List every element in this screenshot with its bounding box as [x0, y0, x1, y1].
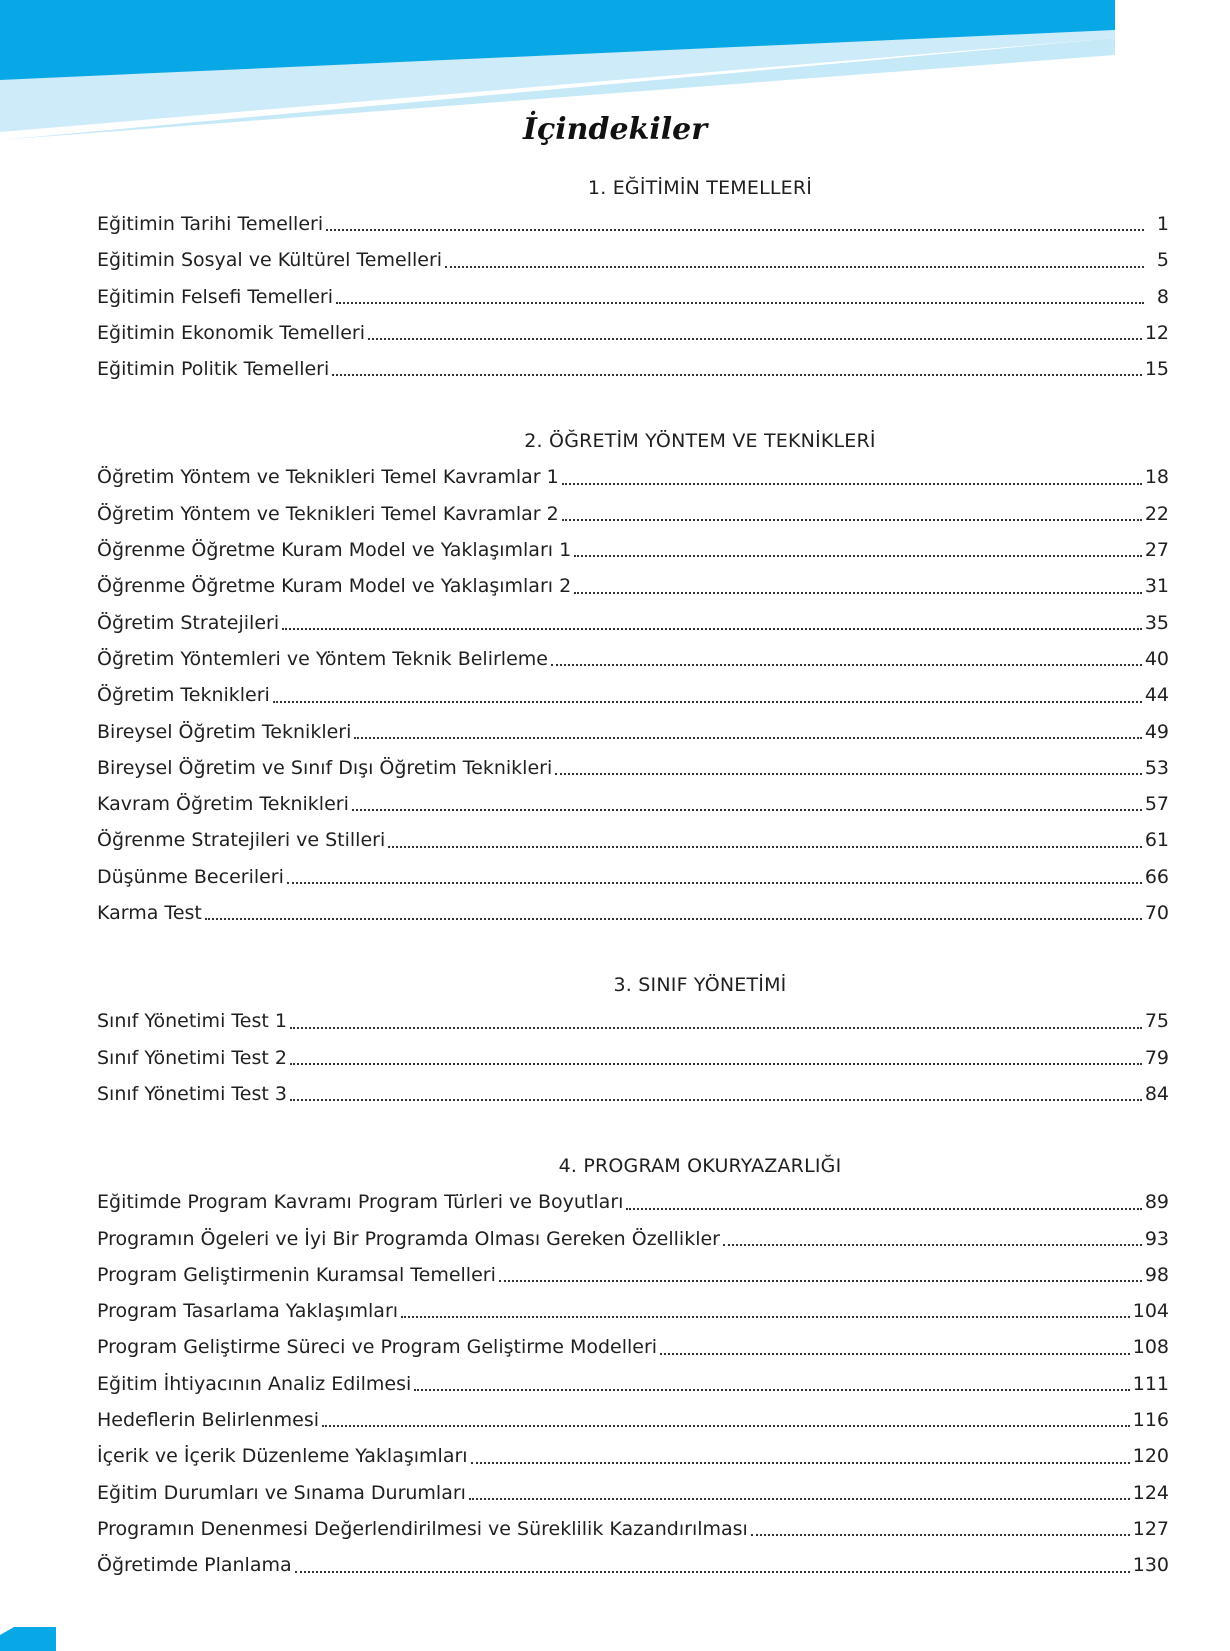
dot-leader [562, 518, 1142, 521]
toc-entry-label: Bireysel Öğretim Teknikleri [97, 720, 352, 743]
dot-leader [282, 627, 1142, 630]
toc-entry-page: 70 [1144, 902, 1169, 925]
toc-entry-page: 8 [1156, 285, 1169, 308]
toc-entry-page: 89 [1144, 1191, 1169, 1214]
toc-entry-label: Eğitimin Felsefi Temelleri [97, 285, 333, 308]
toc-entry[interactable] [97, 351, 1169, 387]
dot-leader [332, 373, 1142, 376]
dot-leader [352, 808, 1142, 811]
toc-entry-page: 84 [1144, 1082, 1169, 1105]
toc-entry[interactable] [97, 532, 1169, 568]
section-heading: 4. PROGRAM OKURYAZARLIĞI [558, 1155, 842, 1178]
toc-entry-label: Eğitim Durumları ve Sınama Durumları [97, 1481, 466, 1504]
dot-leader [660, 1352, 1130, 1355]
toc-entry[interactable] [97, 750, 1169, 786]
dot-leader [388, 845, 1142, 848]
toc-entry-label: Hedeflerin Belirlenmesi [97, 1409, 320, 1432]
dot-leader [574, 554, 1142, 557]
toc-entry-page: 111 [1132, 1372, 1169, 1395]
corner-tab [0, 1627, 60, 1651]
dot-leader [287, 881, 1142, 884]
toc-entry-label: İçerik ve İçerik Düzenleme Yaklaşımları [97, 1445, 468, 1468]
toc-entry-page: 116 [1132, 1409, 1169, 1432]
section-heading: 1. EĞİTİMİN TEMELLERİ [587, 177, 813, 199]
toc-section [97, 170, 1169, 387]
toc-entry[interactable] [97, 1402, 1169, 1438]
toc-entry[interactable] [97, 822, 1169, 858]
toc-entry[interactable] [97, 605, 1169, 641]
toc-entry-label: Öğrenme Öğretme Kuram Model ve Yaklaşımları 2 [97, 575, 572, 598]
toc-entry-label: Eğitimde Program Kavramı Program Türleri ve Boyutları [97, 1191, 624, 1214]
dot-leader [626, 1207, 1141, 1210]
dot-leader [445, 265, 1144, 268]
dot-leader [290, 1026, 1142, 1029]
toc-entry-label: Sınıf Yönetimi Test 1 [97, 1010, 287, 1033]
toc-entry-page: 66 [1144, 865, 1169, 888]
dot-leader [273, 700, 1142, 703]
toc-entry-label: Programın Ögeleri ve İyi Bir Programda Olması Gereken Özellikler [97, 1227, 720, 1250]
toc-entry[interactable] [97, 1366, 1169, 1402]
toc-entry-page: 40 [1144, 647, 1169, 670]
toc-entry[interactable] [97, 1475, 1169, 1511]
toc-entry-label: Öğrenme Stratejileri ve Stilleri [97, 829, 386, 852]
dot-leader [322, 1424, 1130, 1427]
toc-section [97, 967, 1169, 1112]
toc-entry[interactable] [97, 859, 1169, 895]
dot-leader [551, 663, 1142, 666]
toc-entry-label: Eğitim İhtiyacının Analiz Edilmesi [97, 1372, 412, 1395]
toc-entry[interactable] [97, 1221, 1169, 1257]
toc-entry-page: 108 [1132, 1336, 1169, 1359]
toc-entry-page: 98 [1144, 1263, 1169, 1286]
toc-section [97, 1148, 1169, 1583]
toc-entry[interactable] [97, 677, 1169, 713]
toc-entry[interactable] [97, 714, 1169, 750]
toc-entry-page: 75 [1144, 1010, 1169, 1033]
toc-entry[interactable] [97, 496, 1169, 532]
dot-leader [326, 228, 1144, 231]
toc-entry[interactable] [97, 568, 1169, 604]
dot-leader [469, 1497, 1130, 1500]
toc-entry-label: Öğretim Yöntem ve Teknikleri Temel Kavramlar 2 [97, 502, 559, 525]
toc-entry[interactable] [97, 641, 1169, 677]
toc-entry[interactable] [97, 895, 1169, 931]
toc-entry[interactable] [97, 786, 1169, 822]
toc-entry[interactable] [97, 1003, 1169, 1039]
toc-entry-label: Düşünme Becerileri [97, 865, 284, 888]
dot-leader [401, 1315, 1130, 1318]
toc-entry-label: Program Geliştirme Süreci ve Program Geliştirme Modelleri [97, 1336, 658, 1359]
dot-leader [471, 1461, 1130, 1464]
toc-entry-label: Kavram Öğretim Teknikleri [97, 793, 349, 816]
toc-entry-label: Programın Denenmesi Değerlendirilmesi ve Süreklilik Kazandırılması [97, 1517, 748, 1540]
toc-entry-page: 104 [1132, 1300, 1169, 1323]
dot-leader [751, 1533, 1130, 1536]
toc-entry-label: Program Geliştirmenin Kuramsal Temelleri [97, 1263, 496, 1286]
toc-entry-page: 35 [1144, 611, 1169, 634]
toc-entry[interactable] [97, 1040, 1169, 1076]
toc-entry[interactable] [97, 1511, 1169, 1547]
dot-leader [555, 772, 1142, 775]
toc-entry[interactable] [97, 1547, 1169, 1583]
toc-entry-page: 12 [1144, 321, 1169, 344]
dot-leader [295, 1570, 1130, 1573]
toc-entry-label: Öğrenme Öğretme Kuram Model ve Yaklaşımları 1 [97, 539, 572, 562]
toc-entry-page: 120 [1132, 1445, 1169, 1468]
section-heading: 3. SINIF YÖNETİMİ [613, 974, 787, 997]
table-of-contents [97, 170, 1169, 1620]
dot-leader [205, 917, 1142, 920]
toc-entry[interactable] [97, 1257, 1169, 1293]
toc-entry-label: Bireysel Öğretim ve Sınıf Dışı Öğretim Teknikleri [97, 756, 553, 779]
toc-entry-label: Eğitimin Ekonomik Temelleri [97, 321, 365, 344]
toc-entry-page: 127 [1132, 1517, 1169, 1540]
dot-leader [336, 301, 1144, 304]
toc-entry-page: 53 [1144, 756, 1169, 779]
toc-entry-label: Öğretimde Planlama [97, 1554, 292, 1577]
toc-entry-label: Eğitimin Tarihi Temelleri [97, 213, 324, 235]
toc-entry-page: 5 [1156, 249, 1169, 272]
dot-leader [574, 591, 1142, 594]
toc-entry-page: 1 [1156, 213, 1169, 235]
toc-entry-page: 93 [1144, 1227, 1169, 1250]
toc-entry-label: Sınıf Yönetimi Test 3 [97, 1082, 287, 1105]
toc-entry-label: Program Tasarlama Yaklaşımları [97, 1300, 399, 1323]
toc-entry[interactable] [97, 279, 1169, 315]
toc-entry-page: 57 [1144, 793, 1169, 816]
dot-leader [723, 1243, 1142, 1246]
dot-leader [414, 1388, 1129, 1391]
toc-entry-page: 79 [1144, 1046, 1169, 1069]
toc-entry-label: Öğretim Yöntemleri ve Yöntem Teknik Belirleme [97, 647, 548, 670]
toc-entry-page: 44 [1144, 684, 1169, 707]
toc-entry-page: 15 [1144, 358, 1169, 381]
toc-entry[interactable] [97, 1184, 1169, 1220]
toc-entry[interactable] [97, 315, 1169, 351]
dot-leader [290, 1098, 1142, 1101]
toc-entry-label: Öğretim Teknikleri [97, 684, 270, 707]
toc-entry-page: 130 [1132, 1554, 1169, 1577]
dot-leader [354, 736, 1141, 739]
toc-entry-label: Sınıf Yönetimi Test 2 [97, 1046, 287, 1069]
toc-entry[interactable] [97, 242, 1169, 278]
dot-leader [499, 1279, 1142, 1282]
toc-section [97, 423, 1169, 931]
toc-entry[interactable] [97, 1076, 1169, 1112]
dot-leader [562, 482, 1142, 485]
dot-leader [368, 337, 1142, 340]
toc-entry-label: Öğretim Stratejileri [97, 611, 280, 634]
section-heading: 2. ÖĞRETİM YÖNTEM VE TEKNİKLERİ [524, 430, 876, 453]
page-title: İçindekiler [522, 112, 708, 147]
toc-entry-page: 27 [1144, 539, 1169, 562]
toc-entry[interactable] [97, 206, 1169, 242]
toc-entry[interactable] [97, 459, 1169, 495]
toc-entry-page: 124 [1132, 1481, 1169, 1504]
toc-entry-label: Karma Test [97, 902, 202, 925]
toc-entry[interactable] [97, 1293, 1169, 1329]
toc-entry-label: Eğitimin Politik Temelleri [97, 358, 330, 381]
toc-entry-page: 49 [1144, 720, 1169, 743]
toc-entry-page: 61 [1144, 829, 1169, 852]
toc-entry-page: 18 [1144, 466, 1169, 489]
toc-entry-label: Öğretim Yöntem ve Teknikleri Temel Kavramlar 1 [97, 466, 559, 489]
toc-entry-label: Eğitimin Sosyal ve Kültürel Temelleri [97, 249, 443, 272]
toc-entry-page: 31 [1144, 575, 1169, 598]
toc-entry[interactable] [97, 1329, 1169, 1365]
dot-leader [290, 1062, 1142, 1065]
toc-entry[interactable] [97, 1438, 1169, 1474]
toc-entry-page: 22 [1144, 502, 1169, 525]
